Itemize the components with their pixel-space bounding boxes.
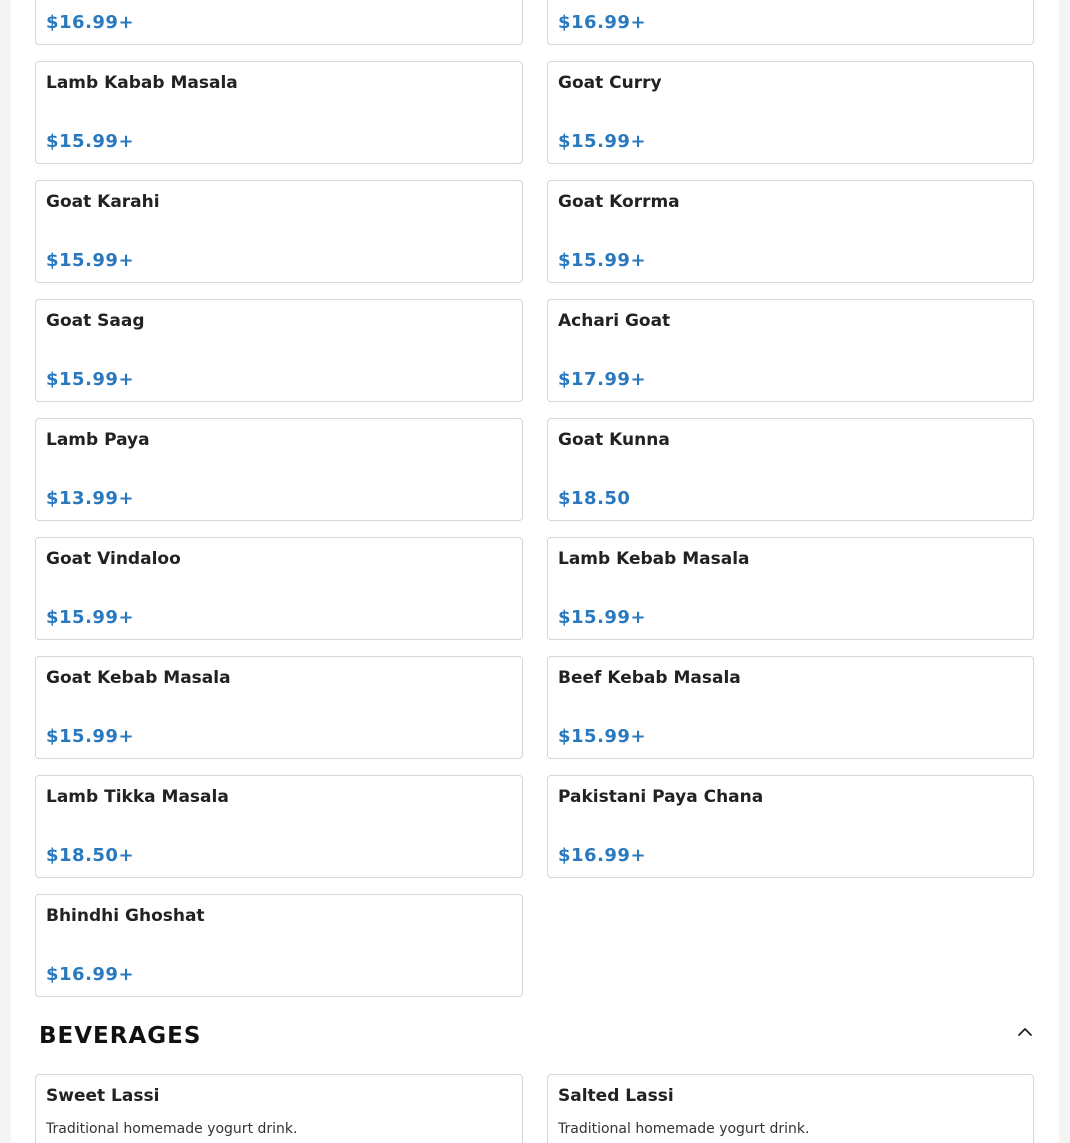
menu-item-price: $17.99+ <box>558 369 647 390</box>
menu-item-price: $16.99+ <box>46 964 135 985</box>
menu-item-name: Goat Curry <box>558 73 662 93</box>
menu-item-name: Achari Goat <box>558 311 671 331</box>
menu-item-price: $15.99+ <box>558 726 647 747</box>
menu-item-card[interactable] <box>547 418 1034 521</box>
menu-item-card[interactable] <box>35 61 523 164</box>
menu-item-name: Lamb Kabab Masala <box>46 73 238 93</box>
menu-item-price: $15.99+ <box>558 607 647 628</box>
menu-item-price: $16.99+ <box>558 845 647 866</box>
menu-item-card[interactable] <box>35 180 523 283</box>
beverage-name: Sweet Lassi <box>46 1086 160 1106</box>
menu-item-name: Goat Kebab Masala <box>46 668 231 688</box>
menu-item-name: Lamb Kebab Masala <box>558 549 750 569</box>
menu-item-price: $15.99+ <box>46 131 135 152</box>
menu-item-price: $16.99+ <box>558 12 647 33</box>
menu-items-grid <box>35 0 1034 997</box>
menu-item-card[interactable] <box>547 537 1034 640</box>
menu-item-price: $15.99+ <box>46 726 135 747</box>
menu-item-price: $15.99+ <box>46 369 135 390</box>
menu-item-card[interactable] <box>547 0 1034 45</box>
menu-item-name: Lamb Tikka Masala <box>46 787 229 807</box>
menu-item-card[interactable] <box>35 0 523 45</box>
menu-item-card[interactable] <box>547 180 1034 283</box>
chevron-up-icon <box>1017 1027 1033 1037</box>
menu-item-card[interactable] <box>35 656 523 759</box>
menu-item-price: $15.99+ <box>558 131 647 152</box>
beverage-description: Traditional homemade yogurt drink. <box>46 1121 298 1137</box>
menu-item-card[interactable] <box>35 299 523 402</box>
beverage-card[interactable] <box>35 1074 523 1143</box>
beverage-card[interactable] <box>547 1074 1034 1143</box>
beverage-description: Traditional homemade yogurt drink. <box>558 1121 810 1137</box>
menu-item-price: $15.99+ <box>46 250 135 271</box>
menu-item-name: Bhindhi Ghoshat <box>46 906 205 926</box>
menu-item-price: $16.99+ <box>46 12 135 33</box>
menu-item-name: Pakistani Paya Chana <box>558 787 764 807</box>
section-collapse-button[interactable] <box>1013 1022 1037 1042</box>
menu-item-card[interactable] <box>547 656 1034 759</box>
menu-item-name: Goat Korrma <box>558 192 680 212</box>
menu-item-price: $13.99+ <box>46 488 135 509</box>
menu-item-card[interactable] <box>35 537 523 640</box>
menu-item-name: Goat Kunna <box>558 430 670 450</box>
menu-item-card[interactable] <box>35 775 523 878</box>
menu-item-card[interactable] <box>35 418 523 521</box>
menu-item-card[interactable] <box>35 894 523 997</box>
menu-page <box>11 0 1059 1143</box>
menu-item-card[interactable] <box>547 775 1034 878</box>
menu-item-name: Goat Saag <box>46 311 145 331</box>
beverages-grid <box>35 1074 1034 1143</box>
menu-item-card[interactable] <box>547 299 1034 402</box>
section-title-beverages: BEVERAGES <box>39 1023 202 1049</box>
menu-item-name: Beef Kebab Masala <box>558 668 741 688</box>
menu-item-card[interactable] <box>547 61 1034 164</box>
beverage-name: Salted Lassi <box>558 1086 674 1106</box>
menu-item-name: Goat Karahi <box>46 192 160 212</box>
menu-item-name: Lamb Paya <box>46 430 150 450</box>
menu-item-price: $18.50+ <box>46 845 135 866</box>
menu-item-price: $15.99+ <box>558 250 647 271</box>
menu-item-price: $18.50 <box>558 488 631 509</box>
menu-item-price: $15.99+ <box>46 607 135 628</box>
menu-item-name: Goat Vindaloo <box>46 549 181 569</box>
